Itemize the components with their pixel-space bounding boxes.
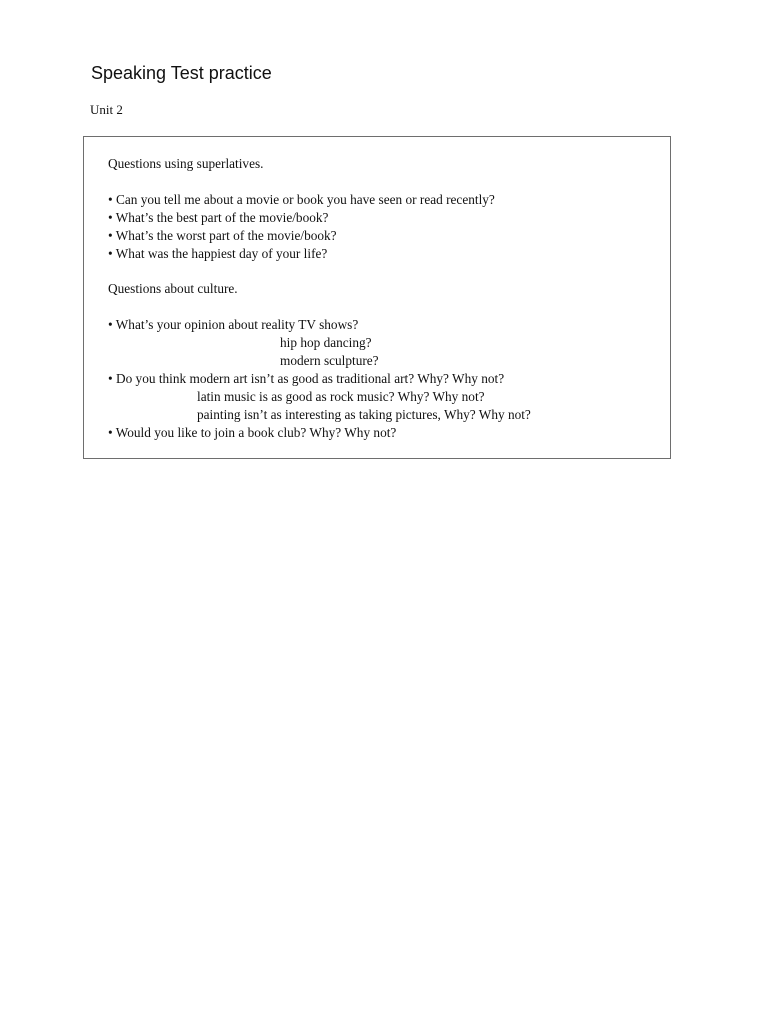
list-item: • What’s your opinion about reality TV shows?	[108, 317, 359, 332]
section-heading-superlatives: Questions using superlatives.	[108, 156, 264, 171]
section-heading-culture: Questions about culture.	[108, 281, 238, 296]
list-item: • What was the happiest day of your life?	[108, 246, 328, 261]
list-item: • Can you tell me about a movie or book you have seen or read recently?	[108, 192, 495, 207]
list-item-continuation: latin music is as good as rock music? Why? Why not?	[197, 389, 485, 404]
questions-box	[83, 136, 671, 459]
list-item: • Would you like to join a book club? Why? Why not?	[108, 425, 397, 440]
unit-label: Unit 2	[90, 102, 123, 117]
list-item: • What’s the best part of the movie/book?	[108, 210, 329, 225]
list-item: • What’s the worst part of the movie/book?	[108, 228, 337, 243]
list-item-continuation: hip hop dancing?	[280, 335, 372, 350]
page-title: Speaking Test practice	[91, 63, 272, 83]
list-item-continuation: painting isn’t as interesting as taking pictures, Why? Why not?	[197, 407, 531, 422]
list-item: • Do you think modern art isn’t as good as traditional art? Why? Why not?	[108, 371, 505, 386]
list-item-continuation: modern sculpture?	[280, 353, 379, 368]
